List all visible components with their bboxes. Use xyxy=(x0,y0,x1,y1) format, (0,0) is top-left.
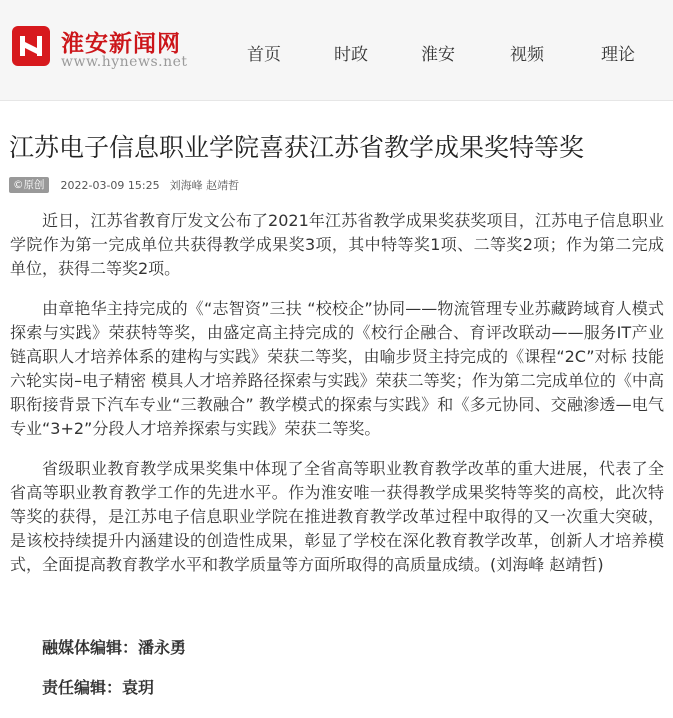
nav-item-theory[interactable]: 理论 xyxy=(601,45,635,65)
article-body xyxy=(10,209,664,697)
media-editor: 融媒体编辑：潘永勇 xyxy=(42,638,187,657)
chief-editor: 责任编辑：袁玥 xyxy=(42,678,155,697)
nav-item-politics[interactable]: 时政 xyxy=(334,45,368,65)
publish-time: 2022-03-09 15:25 xyxy=(60,178,160,192)
paragraph-2: 由章艳华主持完成的《“志智资”三扶 “校校企”协同——物流管理专业苏藏跨域育人模式探索与实践》荣获特等奖，由盛定高主持完成的《校行企融合、育评改联动——服务IT产业 链高职人才培养体系的建构与实践》荣获二等奖，由喻步贤主持完成的《课程“2C”对标 技能六轮实岗–电子精密 模具人才培养路径探索与实践》荣获二等奖；作为第二完成单位的《中高职衔接背景下汽车专业“三教融合” 教学模式的探索与实践》和《多元协同、交融渗透—电气专业“3+2”分段人才培养探索与实践》荣获二等奖。 xyxy=(10,299,664,438)
paragraph-1: 近日，江苏省教育厅发文公布了2021年江苏省教学成果奖获奖项目，江苏电子信息职业学院作为第一完成单位共获得教学成果奖3项，其中特等奖1项、二等奖2项；作为第二完成单位，获得二等奖2项。 xyxy=(10,211,664,278)
article-author: 刘海峰 赵靖哲 xyxy=(169,179,240,192)
site-logo-text[interactable]: 淮安新闻网 xyxy=(61,30,181,57)
paragraph-3: 省级职业教育教学成果奖集中体现了全省高等职业教育教学改革的重大进展，代表了全省高等职业教育教学工作的先进水平。作为淮安唯一获得教学成果奖特等奖的高校，此次特等奖的获得，是江苏电子信息职业学院在推进教育教学改革过程中取得的又一次重大突破，是该校持续提升内涵建设的创造性成果，彰显了学校在深化教育教学改革，创新人才培养模式，全面提高教育教学水平和教学质量等方面所取得的高质量成绩。(刘海峰 赵靖哲) xyxy=(10,459,664,574)
article-meta xyxy=(9,177,239,193)
original-badge: ©原创 xyxy=(9,177,49,193)
nav-item-home[interactable]: 首页 xyxy=(247,45,281,65)
site-header xyxy=(0,0,673,101)
site-url: www.hynews.net xyxy=(61,54,188,70)
nav-item-video[interactable]: 视频 xyxy=(510,45,544,65)
logo-icon[interactable] xyxy=(12,26,50,66)
article-title: 江苏电子信息职业学院喜获江苏省教学成果奖特等奖 xyxy=(9,133,585,162)
nav-item-huaian[interactable]: 淮安 xyxy=(421,45,455,65)
